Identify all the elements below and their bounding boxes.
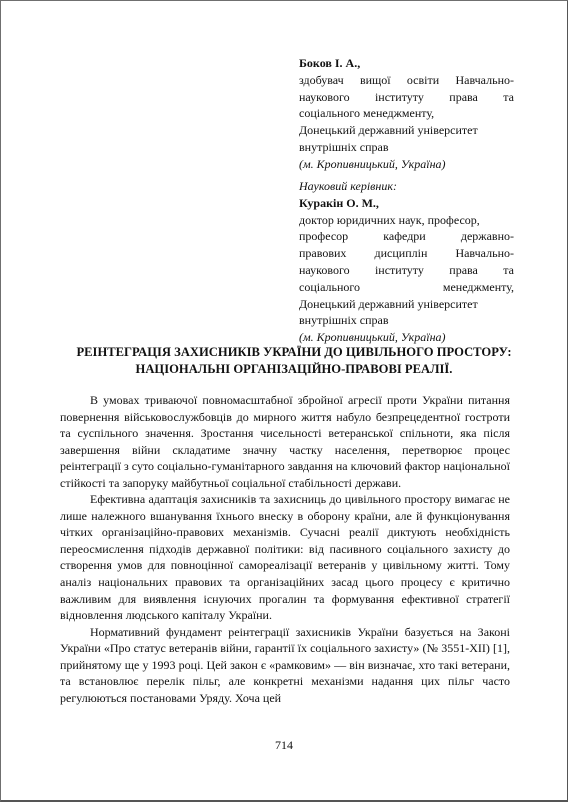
author-affiliation-line: здобувач вищої освіти Навчально-: [299, 72, 514, 87]
body-paragraph: Ефективна адаптація захисників та захисниць до цивільного простору вимагає не лише належного вшанування їхнього внеску в оборону країни, але й функціонування чітких організаційно-правових механізмів. Сучасні реалії диктують необхідність переосмислення підходів державної політики: від пасивного соціального захисту до створення умов для повноцінної самореалізації ветеранів у цивільному житті. Тому аналіз національних правових та організаційних засад цього процесу є критично важливим для виявлення існуючих прогалин та формування ефективної стратегії відновлення людського капіталу України.: [60, 492, 510, 623]
author-affiliation-line: внутрішніх справ: [299, 139, 389, 154]
supervisor-affiliation-line: наукового інституту права та: [299, 262, 514, 277]
supervisor-affiliation-line: внутрішніх справ: [299, 313, 389, 328]
body-paragraph: В умовах триваючої повномасштабної збройної агресії проти України питання повернення військовослужбовців до мирного життя набуло безпрецедентної гостроти та суспільного значення. Зростання чисельності ветеранської спільноти, яка після завершення війни складатиме значну частку населення, перетворює процес реінтеграції з суто соціально-гуманітарного завдання на ключовий фактор національної стійкості та запоруку майбутньої соціальної стабільності держави.: [60, 393, 510, 490]
author-affiliation-line: соціального менеджменту,: [299, 106, 435, 121]
page-number: 714: [275, 738, 293, 752]
supervisor-block: [299, 178, 514, 346]
article-body: [60, 392, 510, 706]
supervisor-affiliation-line: соціального менеджменту,: [299, 279, 514, 294]
body-paragraph: Нормативний фундамент реінтеграції захисників України базується на Законі України «Про статус ветеранів війни, гарантії їх соціального захисту» (№ 3551-XII) [1], прийнятому ще у 1993 році. Цей закон є «рамковим» — він визначає, хто такі ветерани, та встановлює перелік пільг, але конкретні механізми надання цих пільг часто регулюються постановами Уряду. Хоча цей: [60, 624, 510, 705]
article-title: РЕІНТЕГРАЦІЯ ЗАХИСНИКІВ УКРАЇНИ ДО ЦИВІЛЬНОГО ПРОСТОРУ: НАЦІОНАЛЬНІ ОРГАНІЗАЦІЙНО-ПРАВОВІ РЕАЛІЇ.: [76, 345, 512, 376]
author-affiliation-line: наукового інституту права та: [299, 89, 514, 104]
supervisor-location: (м. Кропивницький, Україна): [299, 330, 446, 345]
supervisor-affiliation-line: правових дисциплін Навчально-: [299, 246, 514, 261]
author-location: (м. Кропивницький, Україна): [299, 156, 446, 171]
supervisor-label: Науковий керівник:: [299, 179, 397, 193]
supervisor-affiliation-line: професор кафедри державно-: [299, 229, 514, 244]
supervisor-name: Куракін О. М.,: [299, 195, 379, 210]
supervisor-affiliation-line: Донецький державний університет: [299, 296, 478, 311]
author-name: Боков І. А.,: [299, 56, 361, 70]
author-block: [299, 55, 514, 173]
author-affiliation-line: Донецький державний університет: [299, 123, 478, 138]
supervisor-affiliation-line: доктор юридичних наук, професор,: [299, 212, 480, 227]
